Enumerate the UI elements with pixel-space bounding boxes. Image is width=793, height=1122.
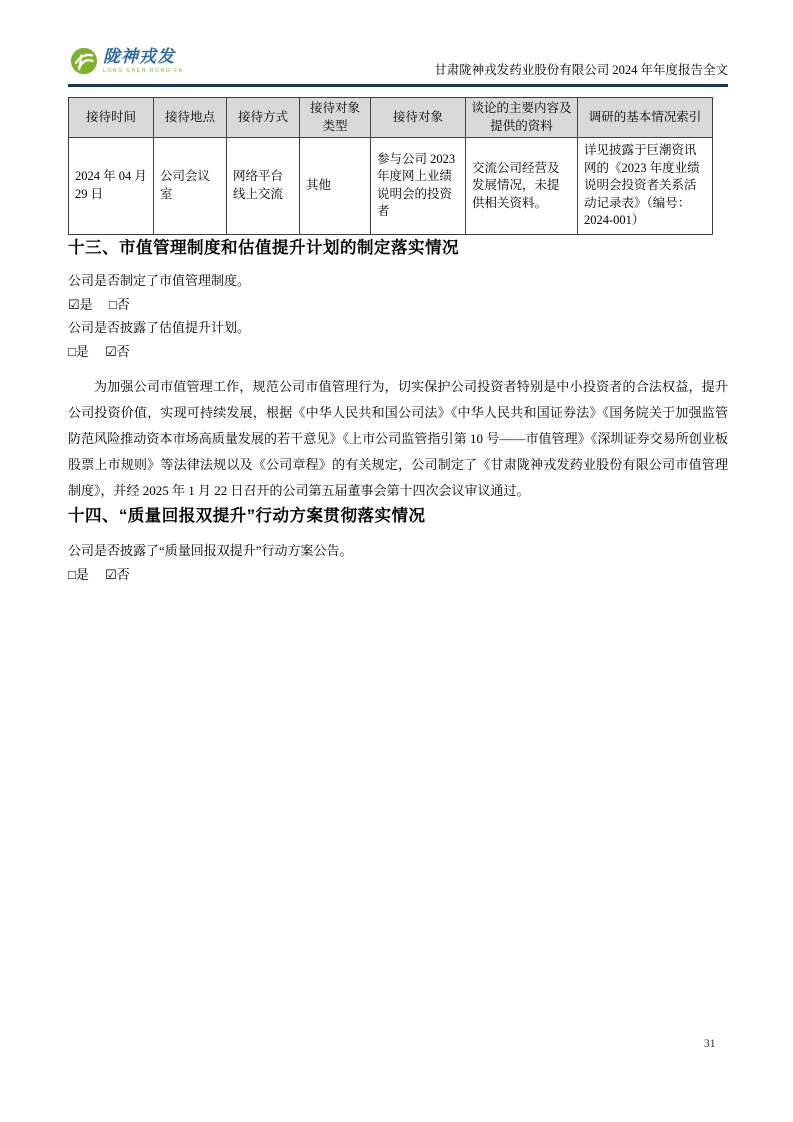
table-cell-method: 网络平台线上交流 <box>227 138 300 235</box>
table-cell-date: 2024 年 04 月 29 日 <box>69 138 154 235</box>
no-checkbox-checked-icon: ☑ <box>105 343 117 359</box>
yes-label: 是 <box>75 343 89 359</box>
yes-label: 是 <box>79 296 93 312</box>
table-header-cell: 接待地点 <box>154 98 227 138</box>
table-header-cell: 接待时间 <box>69 98 154 138</box>
table-header-cell: 谈论的主要内容及提供的资料 <box>466 98 578 138</box>
yes-label: 是 <box>75 566 89 582</box>
no-label: 否 <box>116 296 130 312</box>
document-title: 甘肃陇神戎发药业股份有限公司 2024 年年度报告全文 <box>434 63 728 77</box>
answer-valuation-plan <box>68 344 250 368</box>
table-cell-type: 其他 <box>300 138 371 235</box>
question-market-value-system: 公司是否制定了市值管理制度。 <box>68 273 251 288</box>
yes-checkbox-checked-icon: ☑ <box>68 296 80 312</box>
table-cell-index: 详见披露于巨潮资讯网的《2023 年度业绩说明会投资者关系活动记录表》（编号：2024-001） <box>578 138 713 235</box>
question-valuation-plan: 公司是否披露了估值提升计划。 <box>68 320 251 335</box>
market-value-management-paragraph: 为加强公司市值管理工作，规范公司市值管理行为，切实保护公司投资者特别是中小投资者的合法权益，提升公司投资价值，实现可持续发展，根据《中华人民共和国公司法》《中华人民共和国证券法》《国务院关于加强监管防范风险推动资本市场高质量发展的若干意见》《上市公司监管指引第 10 号——市值管理》《深圳证券交易所创业板股票上市规则》等法律法规以及《公司章程》的有关规定，公司制定了《甘肃陇神戎发药业股份有限公司市值管理制度》，并经 2025 年 1 月 22 日召开的公司第五届董事会第十四次会议审议通过。 <box>68 379 728 498</box>
no-checkbox-icon: □ <box>108 296 117 312</box>
company-logo <box>70 47 184 75</box>
table-header-cell: 接待对象类型 <box>300 98 371 138</box>
table-cell-location: 公司会议室 <box>154 138 227 235</box>
table-row <box>69 138 713 235</box>
question-quality-return-plan: 公司是否披露了“质量回报双提升”行动方案公告。 <box>68 543 353 558</box>
table-cell-object: 参与公司 2023 年度网上业绩说明会的投资者 <box>371 138 466 235</box>
table-header-row <box>69 98 713 138</box>
answer-market-value-system <box>68 297 250 321</box>
page-number: 31 <box>704 1038 716 1050</box>
longshen-logo-icon <box>70 47 98 75</box>
logo-wordmark <box>103 47 184 74</box>
yes-checkbox-icon: □ <box>68 343 76 359</box>
section-14-heading: 十四、“质量回报双提升”行动方案贯彻落实情况 <box>68 507 426 525</box>
table-header-cell: 接待对象 <box>371 98 466 138</box>
table-header-cell: 调研的基本情况索引 <box>578 98 713 138</box>
no-checkbox-checked-icon: ☑ <box>105 566 117 582</box>
section-13-heading: 十三、市值管理制度和估值提升计划的制定落实情况 <box>68 239 459 257</box>
table-cell-content: 交流公司经营及发展情况，未提供相关资料。 <box>466 138 578 235</box>
section-14-questions <box>68 543 353 590</box>
yes-checkbox-icon: □ <box>68 566 76 582</box>
section-13-questions <box>68 273 250 367</box>
no-label: 否 <box>116 343 130 359</box>
logo-text-en: LONG SHEN RONG FA <box>103 68 184 74</box>
header-divider <box>68 84 728 87</box>
answer-quality-return-plan <box>68 567 353 591</box>
investor-reception-table <box>68 97 713 235</box>
table-header-cell: 接待方式 <box>227 98 300 138</box>
logo-text-cn: 陇神戎发 <box>103 47 175 66</box>
no-label: 否 <box>116 566 130 582</box>
